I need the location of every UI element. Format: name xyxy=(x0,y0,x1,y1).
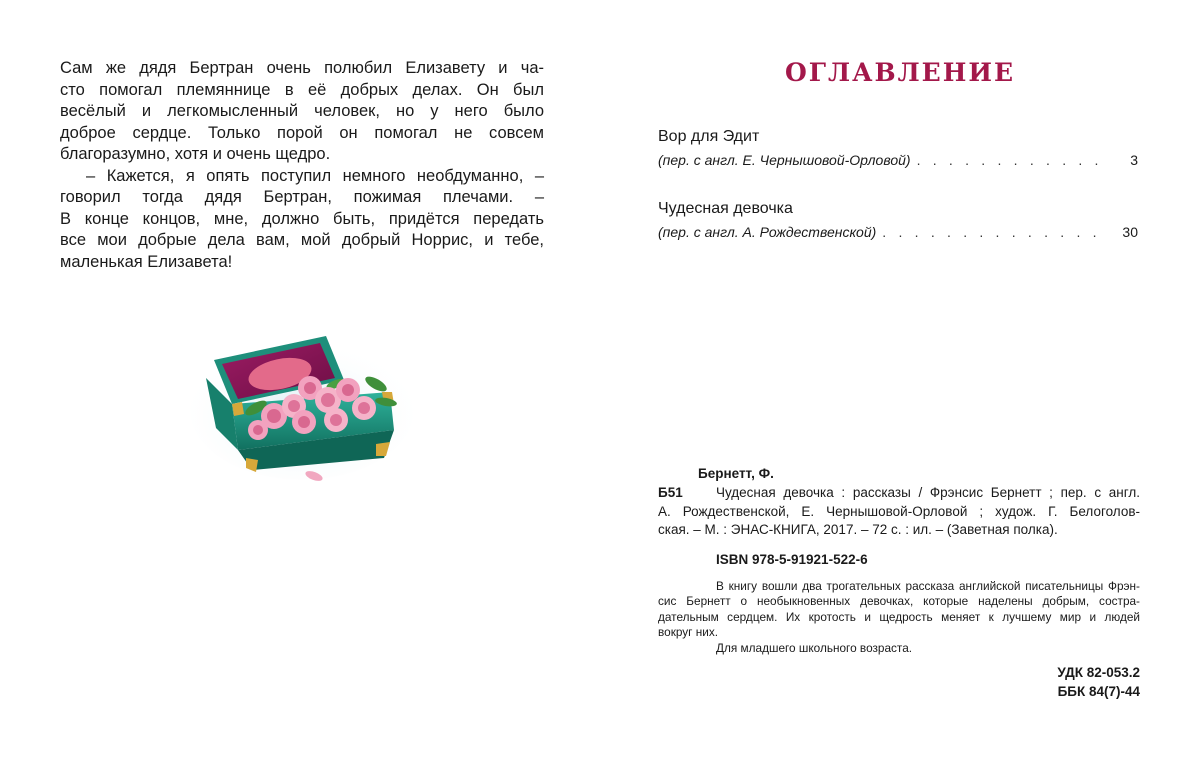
classification-codes xyxy=(658,664,1140,701)
toc-leader-dots xyxy=(911,149,1104,171)
imprint-bibliography xyxy=(658,484,1140,540)
right-page xyxy=(600,0,1200,768)
bbk-code: ББК 84(7)-44 xyxy=(1057,683,1140,699)
story-line: все мои добрые дела вам, мой добрый Норрис, и тебе, xyxy=(60,231,544,249)
annotation-line: сис Бернетт о необыкновенных девочках, которые наделены добрым, состра- xyxy=(658,594,1140,608)
story-line: говорил тогда дядя Бертран, пожимая плечами. – xyxy=(60,188,544,206)
toc-entry-title: Чудесная девочка xyxy=(658,200,793,217)
toc-entry-row xyxy=(658,221,1138,243)
toc-entry xyxy=(658,197,1138,243)
story-line: доброе сердце. Только порой он помогал не совсем xyxy=(60,123,544,142)
story-line: маленькая Елизавета! xyxy=(60,252,233,271)
story-text xyxy=(60,58,544,273)
story-line: благоразумно, хотя и очень щедро. xyxy=(60,145,331,163)
toc-entry-translator: (пер. с англ. Е. Чернышовой-Орловой) xyxy=(658,152,911,168)
toc-entry-row xyxy=(658,149,1138,171)
imprint-isbn: ISBN 978-5-91921-522-6 xyxy=(716,551,868,567)
toc-entry-translator: (пер. с англ. А. Рождественской) xyxy=(658,224,877,240)
imprint-author: Бернетт, Ф. xyxy=(698,466,774,481)
toc-title: ОГЛАВЛЕНИЕ xyxy=(784,58,1016,87)
toc-leader-dots xyxy=(876,221,1104,243)
rose-chest-illustration xyxy=(186,318,418,488)
imprint-biblio-line: Чудесная девочка : рассказы / Фрэнсис Бернетт ; пер. с англ. xyxy=(716,485,1140,500)
imprint-biblio-line: А. Рождественской, Е. Чернышовой-Орловой ; худож. Г. Белоголов- xyxy=(658,503,1140,519)
story-line: сто помогал племяннице в её добрых делах. Он был xyxy=(60,80,544,99)
story-line: В конце концов, мне, должно быть, придётся передать xyxy=(60,209,544,228)
udk-code: УДК 82-053.2 xyxy=(1057,665,1140,680)
toc-entry-page: 30 xyxy=(1122,224,1138,240)
toc-entry-page: 3 xyxy=(1130,152,1138,168)
toc-entry xyxy=(658,125,1138,171)
imprint-code: Б51 xyxy=(658,485,683,500)
annotation-line: дательным сердцем. Их кротость и щедрость меняет к лучшему мир и людей xyxy=(658,609,1140,624)
imprint-block xyxy=(658,463,1140,701)
annotation-line: вокруг них. xyxy=(658,625,719,639)
annotation-line: В книгу вошли два трогательных рассказа английской писательницы Фрэн- xyxy=(716,578,1140,593)
imprint-biblio-line: ская. – М. : ЭНАС-КНИГА, 2017. – 72 с. : ил. – (Заветная полка). xyxy=(658,522,1058,537)
story-line: весёлый и легкомысленный человек, но у него было xyxy=(60,102,544,120)
toc-entry-title: Вор для Эдит xyxy=(658,128,760,145)
story-line: Сам же дядя Бертран очень полюбил Елизавету и ча- xyxy=(60,59,544,77)
age-note: Для младшего школьного возраста. xyxy=(716,640,913,655)
story-line: – Кажется, я опять поступил немного необдуманно, – xyxy=(86,166,544,185)
imprint-annotation xyxy=(658,579,1140,657)
